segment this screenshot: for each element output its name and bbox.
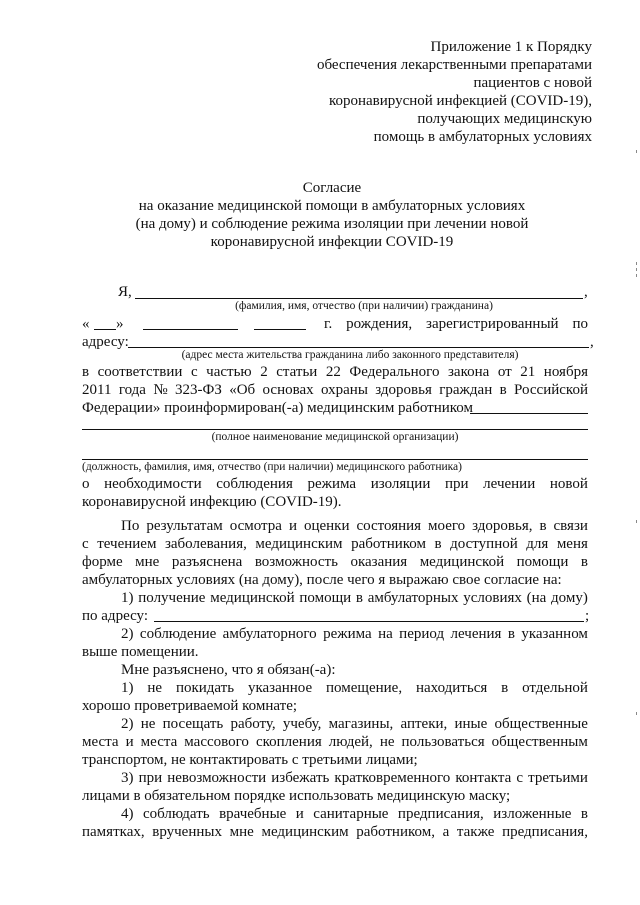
address-caption: (адрес места жительства гражданина либо законного представителя) — [181, 349, 519, 361]
necessity-line-1: о необходимости соблюдения режима изоляции при лечении новой — [82, 476, 588, 492]
paragraph-1-line-3: форме мне разъяснена возможность оказания медицинской помощи в — [82, 554, 588, 570]
fio-caption: (фамилия, имя, отчество (при наличии) гражданина) — [235, 300, 493, 312]
obligation-2-line-1: 2) не посещать работу, учебу, магазины, аптеки, иные общественные — [121, 716, 588, 732]
consent-item-2-line-2: выше помещении. — [82, 644, 199, 660]
fio-comma: , — [584, 284, 588, 300]
birth-registered-text: г. рождения, зарегистрированный по — [324, 316, 588, 332]
obligation-4-line-2: памятках, врученных мне медицинским работником, а также предписания, — [82, 824, 588, 840]
obligation-2-line-3: транспортом, не контактировать с третьими лицами; — [82, 752, 418, 768]
birth-year-field-line[interactable] — [254, 329, 306, 330]
obligation-3-line-2: лицами в обязательном порядке использовать медицинскую маску; — [82, 788, 511, 804]
organization-caption: (полное наименование медицинской организации) — [211, 431, 459, 443]
paragraph-1-line-4: амбулаторных условиях (на дому), после чего я выражаю свое согласие на: — [82, 572, 562, 588]
appendix-line-1: Приложение 1 к Порядку — [430, 39, 592, 55]
law-line-3: Федерации» проинформирован(-а) медицинским работником — [82, 400, 473, 416]
address-label: адресу: — [82, 334, 129, 350]
obligation-2-line-2: места и места массового скопления людей, не пользоваться общественным — [82, 734, 588, 750]
worker-caption: (должность, фамилия, имя, отчество (при наличии) медицинского работника) — [82, 461, 462, 473]
treatment-address-field-line[interactable] — [154, 621, 584, 622]
title-line-3: (на дому) и соблюдение режима изоляции при лечении новой — [135, 216, 529, 232]
appendix-line-5: получающих медицинскую — [417, 111, 592, 127]
paragraph-1-line-2: с течением заболевания, медицинским работником в доступной для меня — [82, 536, 588, 552]
consent-item-1-line-1: 1) получение медицинской помощи в амбулаторных условиях (на дому) — [121, 590, 588, 606]
title-line-4: коронавирусной инфекции COVID-19 — [210, 234, 454, 250]
ya-label: Я, — [118, 284, 132, 300]
paragraph-1-line-1: По результатам осмотра и оценки состояния моего здоровья, в связи — [121, 518, 588, 534]
obligation-1-line-2: хорошо проветриваемой комнате; — [82, 698, 298, 714]
appendix-line-2: обеспечения лекарственными препаратами — [316, 57, 592, 73]
consent-item-2-line-1: 2) соблюдение амбулаторного режима на период лечения в указанном — [121, 626, 588, 642]
obligation-3-line-1: 3) при невозможности избежать кратковременного контакта с третьими — [121, 770, 588, 786]
law-line-1: в соответствии с частью 2 статьи 22 Федерального закона от 21 ноября — [82, 364, 588, 380]
obligation-1-line-1: 1) не покидать указанное помещение, находиться в отдельной — [121, 680, 588, 696]
address-comma: , — [590, 334, 594, 350]
appendix-line-3: пациентов с новой — [473, 75, 592, 91]
title-line-2: на оказание медицинской помощи в амбулаторных условиях — [138, 198, 526, 214]
scan-edge-marks — [636, 0, 638, 905]
birth-day-field-line[interactable] — [94, 329, 116, 330]
worker-field-line-1[interactable] — [470, 413, 588, 414]
quote-open: « — [82, 316, 90, 332]
document-title: Согласие — [302, 180, 362, 196]
birth-month-field-line[interactable] — [143, 329, 238, 330]
consent-item-1-line-2: по адресу: — [82, 608, 149, 624]
obligations-heading: Мне разъяснено, что я обязан(-а): — [121, 662, 336, 678]
appendix-line-6: помощь в амбулаторных условиях — [373, 129, 592, 145]
quote-close: » — [116, 316, 124, 332]
necessity-line-2: коронавирусной инфекцию (COVID-19). — [82, 494, 342, 510]
obligation-4-line-1: 4) соблюдать врачебные и санитарные предписания, изложенные в — [121, 806, 588, 822]
appendix-line-4: коронавирусной инфекцией (COVID-19), — [328, 93, 592, 109]
item-1-semicolon: ; — [585, 608, 590, 624]
law-line-2: 2011 года № 323-ФЗ «Об основах охраны здоровья граждан в Российской — [82, 382, 588, 398]
